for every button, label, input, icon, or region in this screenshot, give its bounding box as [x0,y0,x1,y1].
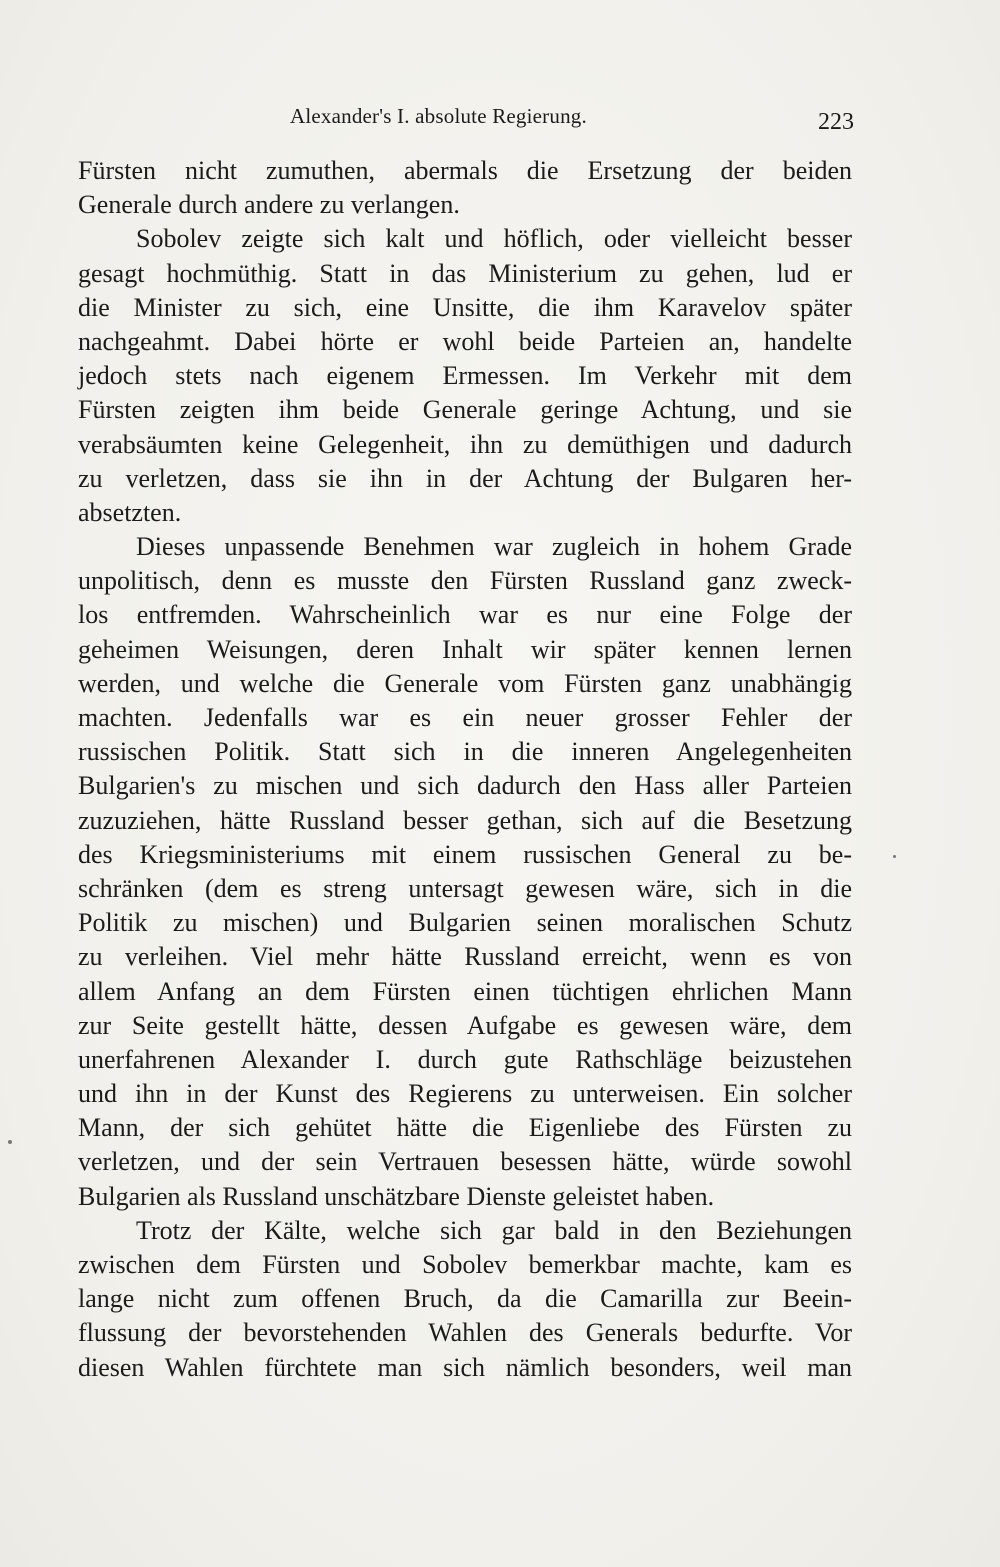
running-title: Alexander's I. absolute Regierung. [290,104,587,128]
paragraph-start: Dieses unpassende Benehmen war zugleich in hohem Grade [136,532,852,562]
text-line: unerfahrenen Alexander I. durch gute Rathschläge beizustehen [78,1044,852,1074]
text-line: die Minister zu sich, eine Unsitte, die ihm Karavelov später [78,292,852,322]
text-line: russischen Politik. Statt sich in die inneren Angelegenheiten [78,737,852,767]
text-line: gesagt hochmüthig. Statt in das Ministerium zu gehen, lud er [78,258,852,288]
text-line: zu verletzen, dass sie ihn in der Achtung der Bulgaren her- [78,463,852,493]
text-line: jedoch stets nach eigenem Ermessen. Im Verkehr mit dem [78,361,852,391]
text-line: Politik zu mischen) und Bulgarien seinen moralischen Schutz [78,908,852,938]
text-line: Fürsten zeigten ihm beide Generale geringe Achtung, und sie [78,395,852,425]
text-line: Mann, der sich gehütet hätte die Eigenliebe des Fürsten zu [78,1113,852,1143]
body-text [78,154,852,1385]
text-line: zwischen dem Fürsten und Sobolev bemerkbar machte, kam es [78,1250,852,1279]
text-line: zuzuziehen, hätte Russland besser gethan, sich auf die Besetzung [78,805,852,835]
text-line: werden, und welche die Generale vom Fürsten ganz unabhängig [78,668,852,698]
text-line: lange nicht zum offenen Bruch, da die Camarilla zur Beein- [78,1284,852,1314]
text-line: unpolitisch, denn es musste den Fürsten Russland ganz zweck- [78,566,852,596]
text-line: geheimen Weisungen, deren Inhalt wir später kennen lernen [78,634,852,664]
text-line: flussung der bevorstehenden Wahlen des Generals bedurfte. Vor [78,1318,852,1348]
text-line: nachgeahmt. Dabei hörte er wohl beide Parteien an, handelte [78,326,852,356]
text-line: allem Anfang an dem Fürsten einen tüchtigen ehrlichen Mann [78,976,852,1006]
text-line: absetzten. [78,497,182,527]
paragraph-start: Trotz der Kälte, welche sich gar bald in den Beziehungen [136,1215,852,1245]
text-line: zur Seite gestellt hätte, dessen Aufgabe es gewesen wäre, dem [78,1010,852,1040]
text-line: schränken (dem es streng untersagt gewesen wäre, sich in die [78,873,852,903]
text-line: zu verleihen. Viel mehr hätte Russland erreicht, wenn es von [78,942,852,972]
paragraph-start: Sobolev zeigte sich kalt und höflich, oder vielleicht besser [136,224,852,254]
text-line: machten. Jedenfalls war es ein neuer grosser Fehler der [78,703,852,732]
text-line: Bulgarien als Russland unschätzbare Dienste geleistet haben. [78,1181,715,1211]
text-line: diesen Wahlen fürchtete man sich nämlich besonders, weil man [78,1352,852,1382]
print-speck [893,855,896,858]
text-line: des Kriegsministeriums mit einem russischen General zu be- [78,839,852,869]
print-speck [8,1140,12,1144]
text-line: los entfremden. Wahrscheinlich war es nur eine Folge der [78,600,852,630]
text-line: Bulgarien's zu mischen und sich dadurch den Hass aller Parteien [78,771,852,801]
text-line: Fürsten nicht zumuthen, abermals die Ersetzung der beiden [78,156,852,185]
text-line: verletzen, und der sein Vertrauen besessen hätte, würde sowohl [78,1147,852,1177]
text-line: Generale durch andere zu verlangen. [78,190,460,220]
text-line: verabsäumten keine Gelegenheit, ihn zu demüthigen und dadurch [78,429,852,459]
text-line: und ihn in der Kunst des Regierens zu unterweisen. Ein solcher [78,1079,852,1109]
page-number: 223 [818,109,854,135]
